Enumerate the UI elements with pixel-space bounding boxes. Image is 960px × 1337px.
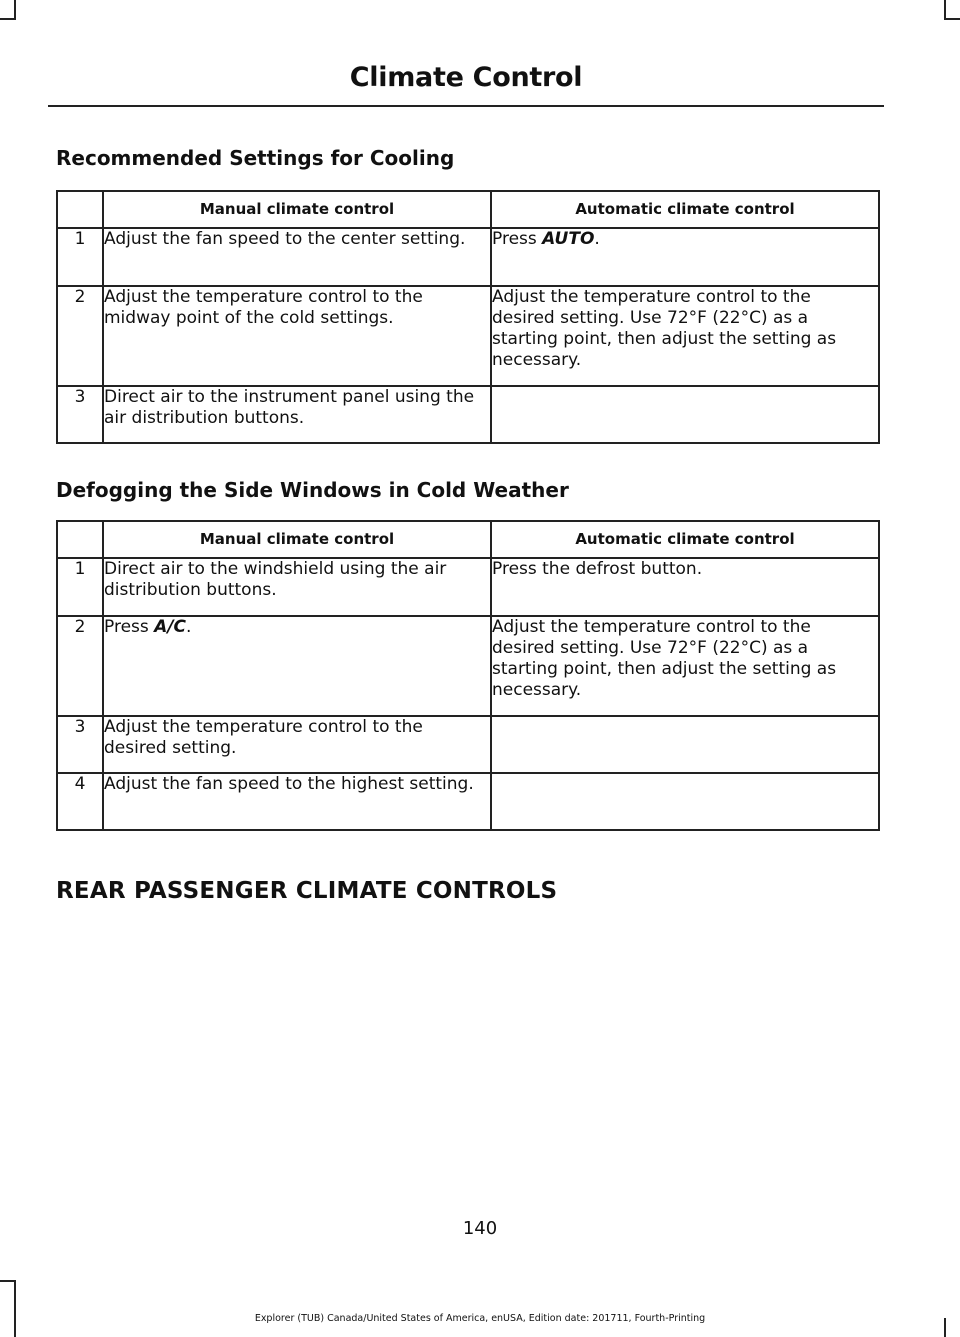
defogging-settings-table bbox=[56, 520, 880, 831]
ac-button-label: A/C bbox=[154, 617, 186, 637]
section-title-cooling: Recommended Settings for Cooling bbox=[56, 146, 455, 170]
table-row bbox=[57, 558, 879, 616]
crop-mark bbox=[944, 18, 960, 20]
auto-cell bbox=[491, 716, 879, 773]
cooling-settings-table bbox=[56, 190, 880, 444]
column-header-manual: Manual climate control bbox=[103, 521, 491, 558]
column-header-num bbox=[57, 521, 103, 558]
column-header-auto: Automatic climate control bbox=[491, 521, 879, 558]
crop-mark bbox=[14, 0, 16, 20]
section-title-defogging: Defogging the Side Windows in Cold Weather bbox=[56, 478, 569, 502]
auto-button-label: AUTO bbox=[542, 229, 595, 249]
row-number: 2 bbox=[57, 616, 103, 716]
auto-suffix: . bbox=[594, 229, 600, 249]
edition-footer: Explorer (TUB) Canada/United States of America, enUSA, Edition date: 201711, Fourth-Printing bbox=[254, 1313, 706, 1324]
auto-cell bbox=[491, 773, 879, 830]
manual-cell: Adjust the fan speed to the highest setting. bbox=[103, 773, 491, 830]
page-number: 140 bbox=[462, 1218, 498, 1239]
table-row bbox=[57, 716, 879, 773]
table-header-row bbox=[57, 191, 879, 228]
manual-cell: Adjust the fan speed to the center setting. bbox=[103, 228, 491, 286]
auto-cell: Adjust the temperature control to the desired setting. Use 72°F (22°C) as a starting point, then adjust the setting as necessary. bbox=[491, 616, 879, 716]
crop-mark bbox=[0, 1280, 16, 1282]
manual-prefix: Press bbox=[104, 617, 155, 637]
auto-cell: Press the defrost button. bbox=[491, 558, 879, 616]
row-number: 1 bbox=[57, 558, 103, 616]
page-title: Climate Control bbox=[349, 62, 583, 93]
auto-cell bbox=[491, 386, 879, 443]
column-header-auto: Automatic climate control bbox=[491, 191, 879, 228]
crop-mark bbox=[14, 1280, 16, 1337]
manual-cell: Adjust the temperature control to the midway point of the cold settings. bbox=[103, 286, 491, 386]
table-header-row bbox=[57, 521, 879, 558]
section-title-rear-climate: REAR PASSENGER CLIMATE CONTROLS bbox=[56, 878, 558, 904]
row-number: 4 bbox=[57, 773, 103, 830]
auto-prefix: Press bbox=[492, 229, 543, 249]
auto-cell bbox=[491, 228, 879, 286]
manual-cell: Direct air to the windshield using the air distribution buttons. bbox=[103, 558, 491, 616]
table-row bbox=[57, 616, 879, 716]
column-header-manual: Manual climate control bbox=[103, 191, 491, 228]
row-number: 3 bbox=[57, 386, 103, 443]
manual-cell: Direct air to the instrument panel using the air distribution buttons. bbox=[103, 386, 491, 443]
crop-mark bbox=[0, 18, 16, 20]
manual-cell bbox=[103, 616, 491, 716]
manual-suffix: . bbox=[186, 617, 192, 637]
header-rule bbox=[48, 105, 884, 107]
column-header-num bbox=[57, 191, 103, 228]
table-row bbox=[57, 773, 879, 830]
table-row bbox=[57, 286, 879, 386]
row-number: 3 bbox=[57, 716, 103, 773]
manual-cell: Adjust the temperature control to the desired setting. bbox=[103, 716, 491, 773]
auto-cell: Adjust the temperature control to the desired setting. Use 72°F (22°C) as a starting point, then adjust the setting as necessary. bbox=[491, 286, 879, 386]
table-row bbox=[57, 386, 879, 443]
row-number: 1 bbox=[57, 228, 103, 286]
crop-mark bbox=[944, 0, 946, 20]
row-number: 2 bbox=[57, 286, 103, 386]
table-row bbox=[57, 228, 879, 286]
